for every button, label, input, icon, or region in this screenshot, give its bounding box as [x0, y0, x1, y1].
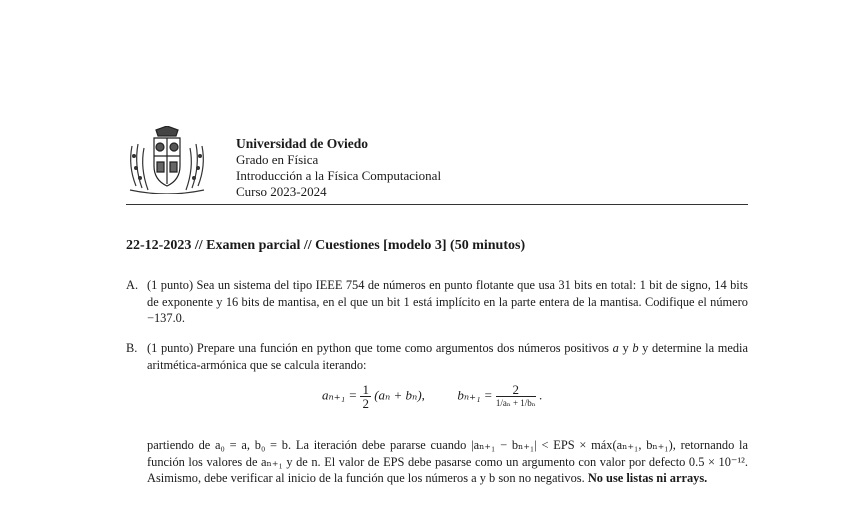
institution-header: [236, 136, 441, 200]
iteration-formula: aₙ₊₁ = $\frac{1}{2}$ (aₙ + bₙ), bₙ₊₁ = $\frac{2}{\text{1/aₙ + 1/bₙ}}$ .: [322, 382, 543, 411]
question-text: (1 punto) Prepare una función en python que tome como argumentos dos números positivos a y b y determine la media aritmética-armónica que se calcula iterando:: [147, 341, 748, 372]
academic-year: Curso 2023-2024: [236, 184, 327, 199]
header-divider: [126, 204, 748, 205]
question-b-continuation: partiendo de a₀ = a, b₀ = b. La iteración debe pararse cuando |aₙ₊₁ − bₙ₊₁| < EPS × máx(aₙ₊₁, bₙ₊₁), retornando la función los valores de aₙ₊₁ y de n. El valor de EPS debe pasarse como un argumento con valor por defecto 0.5 × 10⁻¹². Asimismo, debe verificar al inicio de la función que los números a y b son no negativos. No use listas ni arrays.: [147, 438, 748, 485]
no-lists-warning: No use listas ni arrays.: [587, 471, 708, 485]
university-crest-logo: [126, 126, 208, 194]
fraction-harmonic: $\frac{2}{\text{1/aₙ + 1/bₙ}}$: [495, 382, 536, 408]
question-letter: A.: [126, 278, 139, 292]
question-a: [126, 277, 748, 327]
university-name: Universidad de Oviedo: [236, 136, 369, 151]
question-letter: B.: [126, 341, 138, 355]
question-b: [126, 340, 748, 373]
exam-title: 22-12-2023 // Examen parcial // Cuestiones [modelo 3] (50 minutos): [126, 238, 526, 253]
course-name: Introducción a la Física Computacional: [236, 168, 442, 183]
degree-name: Grado en Física: [236, 152, 319, 167]
question-text: (1 punto) Sea un sistema del tipo IEEE 754 de números en punto flotante que usa 31 bits en total: 1 bit de signo, 14 bits de exponente y 16 bits de mantisa, en el que un bit 1 está implícito en la parte entera de la mantisa. Codifique el número −137.0.: [147, 278, 748, 325]
fraction-half: $\frac{1}{2}$: [362, 382, 369, 411]
